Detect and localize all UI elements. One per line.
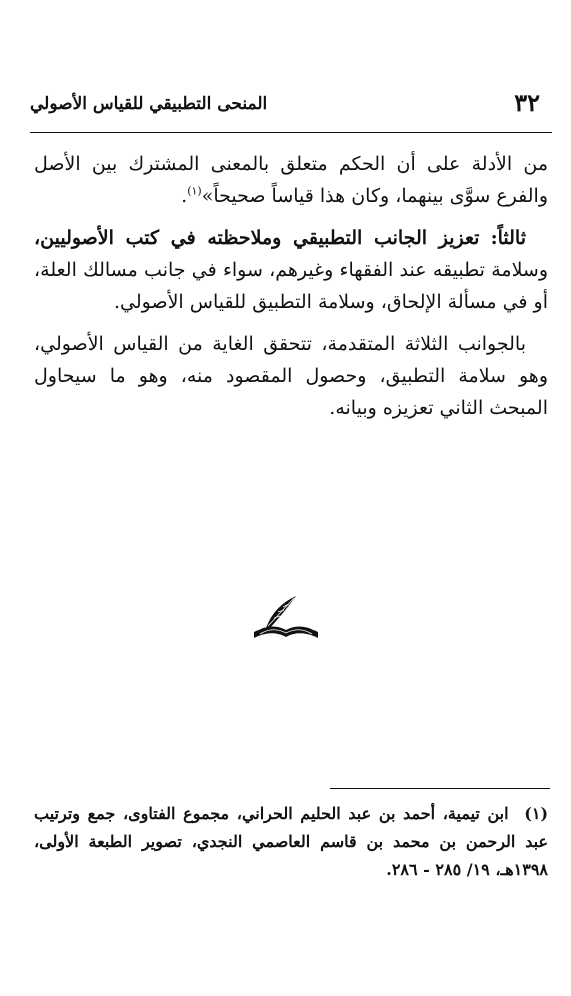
paragraph-2-text: وسلامة تطبيقه عند الفقهاء وغيرهم، سواء في جانب مسالك العلة، أو في مسألة الإلحاق، وسلامة التطبيق للقياس الأصولي. xyxy=(34,259,548,313)
page-header xyxy=(30,78,548,128)
main-text xyxy=(34,148,548,434)
quill-and-book-icon xyxy=(246,588,326,648)
section-label: ثالثاً: xyxy=(490,227,526,249)
section-lead: تعزيز الجانب التطبيقي وملاحظته في كتب الأصوليين، xyxy=(34,227,480,249)
footnote-text: ابن تيمية، أحمد بن عبد الحليم الحراني، مجموع الفتاوى، جمع وترتيب عبد الرحمن بن محمد بن قاسم العاصمي النجدي، تصوير الطبعة الأولى، ١٣٩٨هـ، ١٩/ ٢٨٥ - ٢٨٦. xyxy=(34,804,548,879)
paragraph-1 xyxy=(34,148,548,212)
paragraph-3-text: بالجوانب الثلاثة المتقدمة، تتحقق الغاية من القياس الأصولي، وهو سلامة التطبيق، وحصول المقصود منه، وهو ما سيحاول المبحث الثاني تعزيزه وبيانه. xyxy=(34,333,548,419)
paragraph-3 xyxy=(34,328,548,424)
footnote xyxy=(34,800,548,884)
footnote-ref: (١) xyxy=(187,184,202,198)
running-title: المنحى التطبيقي للقياس الأصولي xyxy=(30,94,268,114)
paragraph-1-text: من الأدلة على أن الحكم متعلق بالمعنى المشترك بين الأصل والفرع سوَّى بينهما، وكان هذا قياساً صحيحاً» xyxy=(34,153,548,207)
footnote-rule xyxy=(330,788,550,789)
paragraph-2 xyxy=(34,222,548,318)
header-rule xyxy=(30,132,552,133)
paragraph-1-tail: . xyxy=(181,185,188,207)
page-number: ٣٢ xyxy=(514,88,540,117)
footnote-marker: (١) xyxy=(524,804,549,823)
